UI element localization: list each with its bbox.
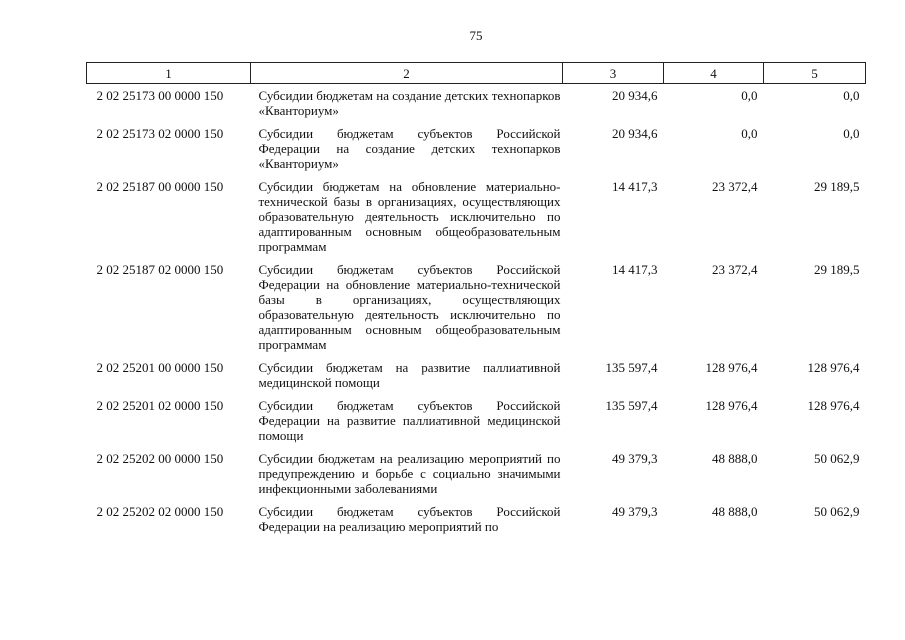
table-row bbox=[87, 394, 866, 447]
table-row bbox=[87, 122, 866, 175]
amount-col4: 0,0 bbox=[741, 126, 758, 141]
amount-col5: 29 189,5 bbox=[814, 262, 860, 277]
budget-code: 2 02 25201 00 0000 150 bbox=[96, 360, 224, 375]
amount-col4: 0,0 bbox=[741, 88, 758, 103]
revenue-name: Субсидии бюджетам на развитие паллиативной медицинской помощи bbox=[258, 360, 561, 390]
budget-code: 2 02 25202 00 0000 150 bbox=[96, 451, 224, 466]
page-number: 75 bbox=[469, 28, 483, 43]
amount-col5: 50 062,9 bbox=[814, 451, 860, 466]
amount-col5: 0,0 bbox=[843, 88, 860, 103]
amount-col3: 14 417,3 bbox=[612, 179, 658, 194]
budget-revenue-table bbox=[86, 62, 866, 538]
table-row bbox=[87, 258, 866, 356]
column-header-3: 3 bbox=[563, 63, 664, 84]
budget-code: 2 02 25187 00 0000 150 bbox=[96, 179, 224, 194]
column-header-1: 1 bbox=[87, 63, 251, 84]
amount-col3: 14 417,3 bbox=[612, 262, 658, 277]
revenue-name: Субсидии бюджетам на создание детских технопарков «Кванториум» bbox=[258, 88, 561, 118]
amount-col5: 0,0 bbox=[843, 126, 860, 141]
table-row bbox=[87, 356, 866, 394]
revenue-name: Субсидии бюджетам субъектов Российской Федерации на развитие паллиативной медицинской помощи bbox=[258, 398, 561, 443]
amount-col5: 29 189,5 bbox=[814, 179, 860, 194]
budget-code: 2 02 25202 02 0000 150 bbox=[96, 504, 224, 519]
amount-col4: 48 888,0 bbox=[712, 451, 758, 466]
amount-col3: 135 597,4 bbox=[605, 398, 658, 413]
revenue-name: Субсидии бюджетам субъектов Российской Федерации на обновление материально-технической базы в организациях, осуществляющих образовательную деятельность исключительно по адаптированным основным общеобразовательным программам bbox=[258, 262, 561, 352]
amount-col3: 49 379,3 bbox=[612, 451, 658, 466]
amount-col3: 20 934,6 bbox=[612, 126, 658, 141]
budget-code: 2 02 25187 02 0000 150 bbox=[96, 262, 224, 277]
amount-col3: 20 934,6 bbox=[612, 88, 658, 103]
table-header-row bbox=[87, 63, 866, 84]
amount-col3: 49 379,3 bbox=[612, 504, 658, 519]
table-row bbox=[87, 84, 866, 123]
revenue-name: Субсидии бюджетам на обновление материально-технической базы в организациях, осуществляющих образовательную деятельность исключительно по адаптированным основным общеобразовательным программам bbox=[258, 179, 561, 254]
table-row bbox=[87, 500, 866, 538]
amount-col5: 50 062,9 bbox=[814, 504, 860, 519]
table-row bbox=[87, 175, 866, 258]
amount-col5: 128 976,4 bbox=[807, 360, 860, 375]
budget-code: 2 02 25173 00 0000 150 bbox=[96, 88, 224, 103]
revenue-name: Субсидии бюджетам на реализацию мероприятий по предупреждению и борьбе с социально значимыми инфекционными заболеваниями bbox=[258, 451, 561, 496]
amount-col5: 128 976,4 bbox=[807, 398, 860, 413]
revenue-name: Субсидии бюджетам субъектов Российской Федерации на реализацию мероприятий по bbox=[258, 504, 561, 534]
amount-col4: 23 372,4 bbox=[712, 262, 758, 277]
budget-code: 2 02 25201 02 0000 150 bbox=[96, 398, 224, 413]
amount-col4: 128 976,4 bbox=[705, 398, 758, 413]
budget-code: 2 02 25173 02 0000 150 bbox=[96, 126, 224, 141]
revenue-name: Субсидии бюджетам субъектов Российской Федерации на создание детских технопарков «Кванториум» bbox=[258, 126, 561, 171]
amount-col4: 128 976,4 bbox=[705, 360, 758, 375]
column-header-4: 4 bbox=[664, 63, 764, 84]
amount-col4: 48 888,0 bbox=[712, 504, 758, 519]
table-row bbox=[87, 447, 866, 500]
column-header-2: 2 bbox=[251, 63, 563, 84]
amount-col3: 135 597,4 bbox=[605, 360, 658, 375]
amount-col4: 23 372,4 bbox=[712, 179, 758, 194]
column-header-5: 5 bbox=[764, 63, 866, 84]
